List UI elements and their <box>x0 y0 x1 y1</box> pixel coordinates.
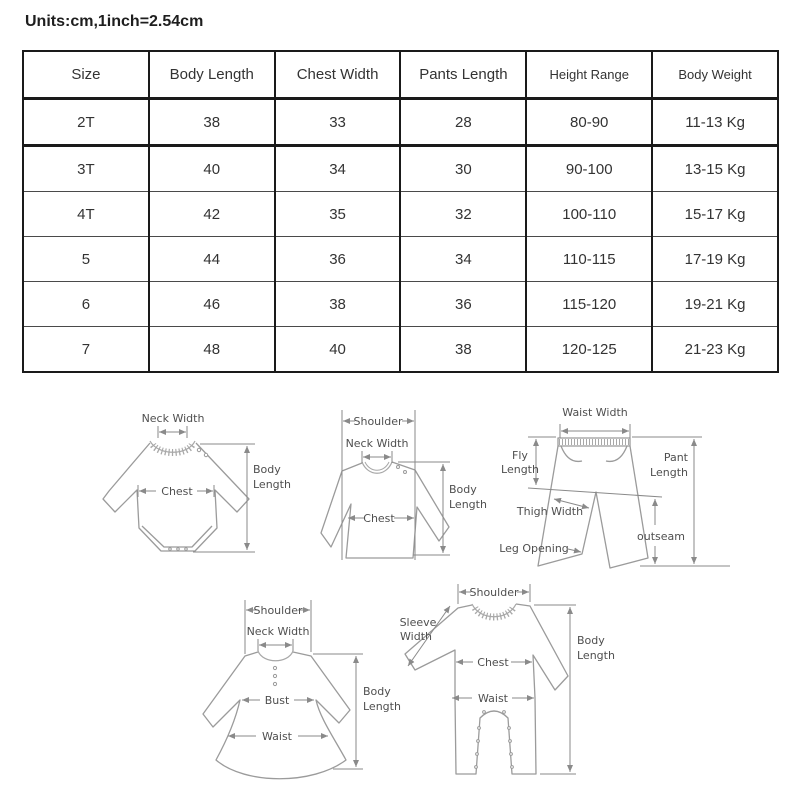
table-cell: 33 <box>275 99 401 146</box>
table-cell: 34 <box>275 146 401 192</box>
size-cell: 3T <box>23 146 149 192</box>
table-cell: 40 <box>149 146 275 192</box>
table-cell: 80-90 <box>526 99 652 146</box>
waist-label: Waist <box>261 730 293 743</box>
body-length-label-line1: Body <box>253 463 281 476</box>
thigh-width-label: Thigh Width <box>516 505 584 518</box>
table-cell: 13-15 Kg <box>652 146 778 192</box>
bust-label: Bust <box>264 694 290 707</box>
table-row <box>23 192 778 237</box>
waist-width-label: Waist Width <box>562 406 628 419</box>
table-cell: 17-19 Kg <box>652 237 778 282</box>
body-length-label-line1: Body <box>577 634 605 647</box>
outseam-label: outseam <box>637 530 685 543</box>
fly-length-label-line2: Length <box>501 463 539 476</box>
table-cell: 34 <box>400 237 526 282</box>
chest-label: Chest <box>477 656 509 669</box>
col-header-size: Size <box>23 51 149 99</box>
table-cell: 36 <box>400 282 526 327</box>
table-cell: 21-23 Kg <box>652 327 778 373</box>
chest-label: Chest <box>161 485 193 498</box>
table-cell: 42 <box>149 192 275 237</box>
pant-length-label-line1: Pant <box>663 451 688 464</box>
shoulder-label: Shoulder <box>469 586 519 599</box>
sleeve-width-label-line2: Width <box>400 630 432 643</box>
chest-label: Chest <box>363 512 395 525</box>
table-cell: 38 <box>149 99 275 146</box>
table-header-row <box>23 51 778 99</box>
size-table <box>22 50 779 373</box>
neck-width-label: Neck Width <box>141 412 205 425</box>
dress-measurements <box>228 600 401 769</box>
body-length-label-line2: Length <box>449 498 487 511</box>
table-row <box>23 327 778 373</box>
table-row <box>23 146 778 192</box>
size-cell: 6 <box>23 282 149 327</box>
table-cell: 110-115 <box>526 237 652 282</box>
neck-width-label: Neck Width <box>345 437 409 450</box>
top-outline <box>321 462 449 558</box>
size-cell: 4T <box>23 192 149 237</box>
table-cell: 90-100 <box>526 146 652 192</box>
col-header-body-length: Body Length <box>149 51 275 99</box>
romper-measurements <box>400 584 615 774</box>
body-length-label-line1: Body <box>363 685 391 698</box>
sleeve-width-label-line1: Sleeve <box>399 616 437 629</box>
table-cell: 19-21 Kg <box>652 282 778 327</box>
table-cell: 30 <box>400 146 526 192</box>
fly-length-label-line1: Fly <box>512 449 528 462</box>
table-cell: 32 <box>400 192 526 237</box>
leg-opening-label: Leg Opening <box>499 542 569 555</box>
size-cell: 7 <box>23 327 149 373</box>
shoulder-label: Shoulder <box>353 415 403 428</box>
table-cell: 115-120 <box>526 282 652 327</box>
col-header-chest-width: Chest Width <box>275 51 401 99</box>
col-header-height-range: Height Range <box>526 51 652 99</box>
table-cell: 11-13 Kg <box>652 99 778 146</box>
size-cell: 5 <box>23 237 149 282</box>
dress-outline <box>203 651 350 779</box>
table-cell: 15-17 Kg <box>652 192 778 237</box>
pants-measurements <box>499 406 730 566</box>
body-length-label-line2: Length <box>577 649 615 662</box>
waist-label: Waist <box>477 692 509 705</box>
size-cell: 2T <box>23 99 149 146</box>
shoulder-label: Shoulder <box>253 604 303 617</box>
col-header-body-weight: Body Weight <box>652 51 778 99</box>
table-cell: 38 <box>275 282 401 327</box>
table-cell: 48 <box>149 327 275 373</box>
col-header-pants-length: Pants Length <box>400 51 526 99</box>
body-length-label-line2: Length <box>253 478 291 491</box>
table-cell: 35 <box>275 192 401 237</box>
table-cell: 44 <box>149 237 275 282</box>
page-title: Units:cm,1inch=2.54cm <box>25 13 204 30</box>
pant-length-label-line2: Length <box>650 466 688 479</box>
body-length-label-line2: Length <box>363 700 401 713</box>
table-row <box>23 282 778 327</box>
table-cell: 38 <box>400 327 526 373</box>
table-cell: 40 <box>275 327 401 373</box>
table-cell: 100-110 <box>526 192 652 237</box>
table-row <box>23 99 778 146</box>
dress-measurement-diagram <box>183 588 428 800</box>
body-length-label-line1: Body <box>449 483 477 496</box>
table-cell: 46 <box>149 282 275 327</box>
table-cell: 120-125 <box>526 327 652 373</box>
romper-measurement-diagram <box>398 578 623 800</box>
table-cell: 36 <box>275 237 401 282</box>
neck-width-label: Neck Width <box>246 625 310 638</box>
table-row <box>23 237 778 282</box>
table-cell: 28 <box>400 99 526 146</box>
top-measurement-diagram <box>318 400 506 582</box>
bodysuit-measurement-diagram <box>95 400 310 582</box>
pants-measurement-diagram <box>498 398 733 598</box>
